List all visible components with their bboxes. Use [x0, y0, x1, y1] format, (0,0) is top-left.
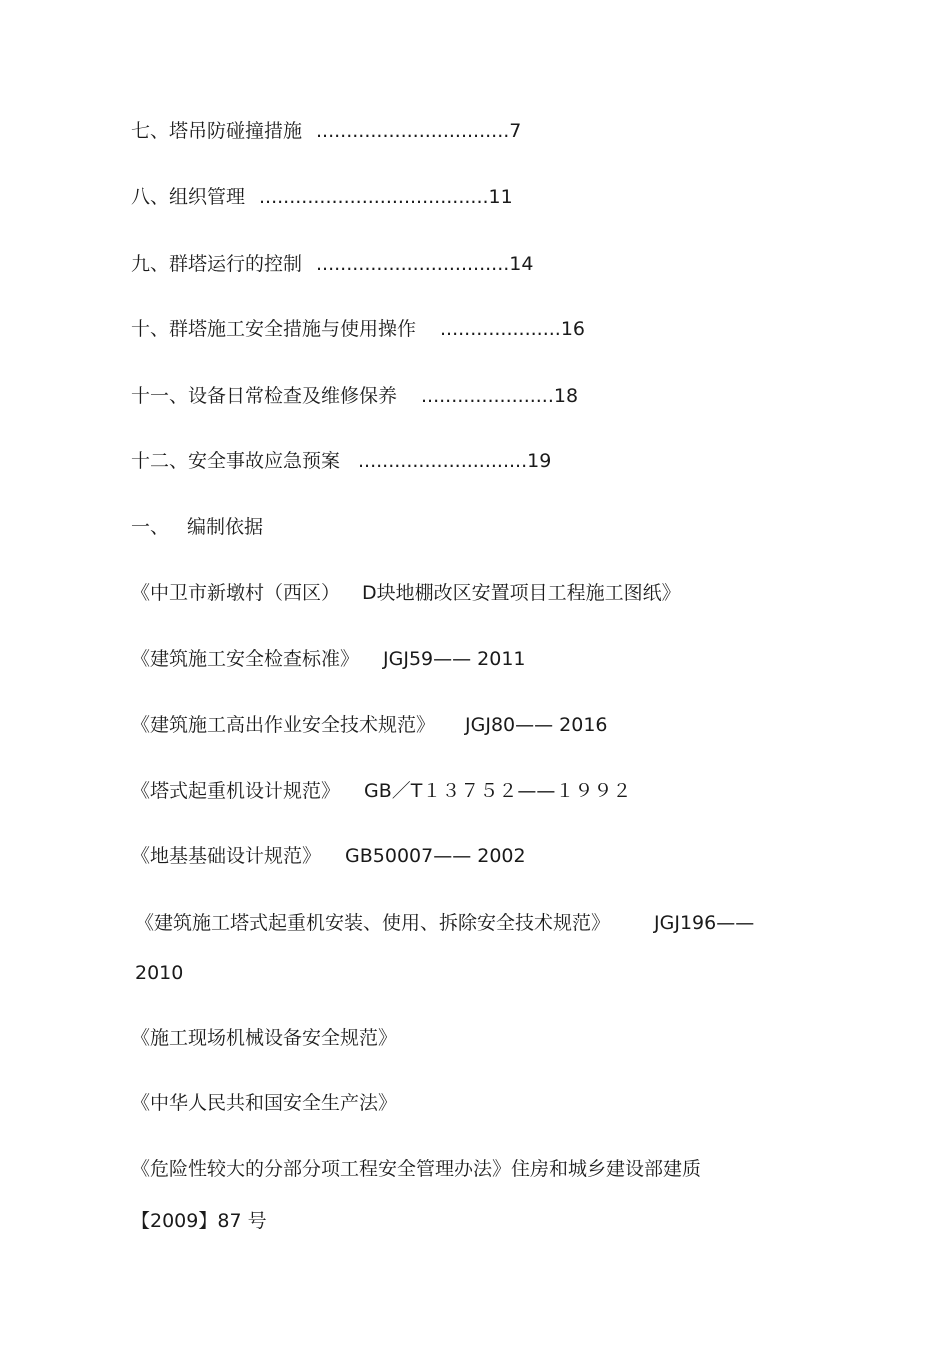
section-heading [131, 514, 263, 540]
reference-title: 《危险性较大的分部分项工程安全管理办法》住房和城乡建设部建质 [131, 1158, 702, 1180]
reference-continuation [131, 1208, 267, 1234]
toc-entry-title: 十二、安全事故应急预案 [131, 450, 341, 472]
toc-entry-title: 七、塔吊防碰撞措施 [131, 120, 303, 142]
toc-entry-dots: .................... [440, 318, 561, 340]
toc-entry-title: 十、群塔施工安全措施与使用操作 [131, 318, 417, 340]
section-title: 编制依据 [187, 516, 264, 538]
reference-title: 《中卫市新墩村（西区） [131, 582, 341, 604]
reference-title: 《地基基础设计规范》 [131, 845, 322, 867]
toc-entry[interactable] [131, 448, 551, 474]
reference-item [131, 1025, 397, 1051]
reference-code: JGJ80—— 2016 [465, 714, 608, 736]
reference-code-continuation: 2010 [135, 962, 184, 984]
reference-item [135, 910, 754, 936]
toc-entry[interactable] [131, 383, 578, 409]
reference-code: GB50007—— 2002 [345, 845, 526, 867]
toc-entry-page: 16 [560, 318, 585, 340]
section-number: 一、 [131, 516, 170, 538]
reference-title: 《中华人民共和国安全生产法》 [131, 1092, 398, 1114]
reference-item [131, 712, 608, 738]
toc-entry-title: 十一、设备日常检查及维修保养 [131, 385, 398, 407]
toc-entry-dots: ................................ [316, 253, 510, 275]
reference-title: 《塔式起重机设计规范》 [131, 780, 341, 802]
toc-entry-dots: ............................ [358, 450, 528, 472]
reference-title: 《施工现场机械设备安全规范》 [131, 1027, 398, 1049]
toc-entry-page: 19 [527, 450, 552, 472]
toc-entry-title: 九、群塔运行的控制 [131, 253, 303, 275]
reference-text-continuation: 【2009】87 号 [131, 1210, 267, 1232]
reference-item [131, 646, 526, 672]
toc-entry-dots: ...................... [421, 385, 554, 407]
reference-code: JGJ59—— 2011 [383, 648, 526, 670]
toc-entry-page: 14 [509, 253, 534, 275]
reference-title: 《建筑施工安全检查标准》 [131, 648, 360, 670]
toc-entry-dots: ................................ [316, 120, 510, 142]
toc-entry-page: 7 [509, 120, 522, 142]
toc-entry-title: 八、组织管理 [131, 186, 246, 208]
toc-entry-dots: ...................................... [259, 186, 489, 208]
reference-title: 《建筑施工高出作业安全技术规范》 [131, 714, 436, 736]
toc-entry-page: 18 [553, 385, 579, 407]
reference-code: GB／T１３７５２——１９９２ [364, 780, 632, 802]
toc-entry[interactable] [131, 118, 521, 144]
reference-code: JGJ196—— [654, 912, 755, 934]
reference-item [131, 1156, 701, 1182]
toc-entry[interactable] [131, 184, 513, 210]
reference-code: D块地棚改区安置项目工程施工图纸》 [362, 582, 681, 604]
reference-item [131, 1090, 397, 1116]
toc-entry[interactable] [131, 316, 585, 342]
toc-entry-page: 11 [488, 186, 513, 208]
reference-item [131, 580, 681, 606]
reference-continuation [135, 960, 183, 986]
reference-item [131, 843, 526, 869]
toc-entry[interactable] [131, 251, 533, 277]
reference-item [131, 778, 631, 804]
reference-title: 《建筑施工塔式起重机安装、使用、拆除安全技术规范》 [135, 912, 611, 934]
